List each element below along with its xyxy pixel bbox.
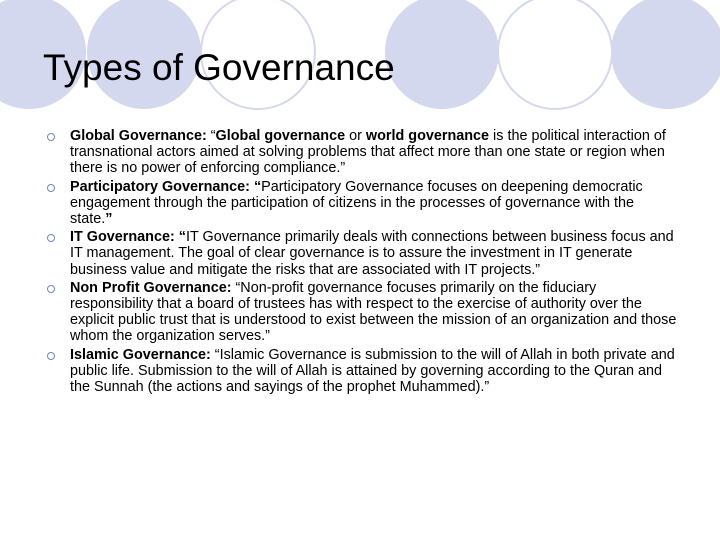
bullet-item-islamic-governance (47, 347, 679, 396)
bullet-term: Global Governance: (70, 128, 207, 144)
bullet-circle-icon (47, 285, 55, 293)
bullet-emphasis: Global governance (215, 128, 346, 144)
bullet-item-global-governance (47, 128, 679, 177)
bullet-text: or (345, 128, 366, 144)
bullet-text: Participatory Governance focuses on deepening democratic engagement through the participation of citizens in the processes of governance with the state. (70, 178, 643, 228)
bullet-circle-icon (47, 352, 55, 360)
decor-circle-5 (498, 0, 612, 109)
decor-circle-6 (611, 0, 720, 109)
bullet-emphasis: ” (105, 211, 113, 228)
decor-circle-4 (385, 0, 499, 109)
bullet-text: IT Governance primarily deals with connections between business focus and IT management. The goal of clear governance is to assure the investment in IT generate business value and mitigate the risks that are associated with IT projects.” (70, 229, 674, 278)
bullet-term: Islamic Governance: (70, 346, 211, 363)
slide-title: Types of Governance (43, 47, 395, 88)
bullet-list (47, 128, 679, 397)
bullet-item-non-profit-governance (47, 280, 679, 345)
bullet-item-participatory-governance (47, 179, 679, 228)
bullet-emphasis: world governance (365, 128, 490, 144)
bullet-term: Non Profit Governance: (70, 279, 232, 296)
bullet-term: Participatory Governance: “ (70, 178, 262, 195)
bullet-circle-icon (47, 234, 55, 242)
bullet-text: “Islamic Governance is submission to the will of Allah in both private and public life. Submission to the will of Allah is attained by governing according to the Quran and the Sunnah (the actions and sayings of the prophet Muhammed).” (70, 346, 675, 396)
bullet-text: is the political interaction of transnational actors aimed at solving problems that affect more than one state or region when there is no power of enforcing compliance.” (70, 128, 666, 177)
bullet-text: “Non-profit governance focuses primarily on the fiduciary responsibility that a board of trustees has with respect to the exercise of authority over the explicit public trust that is understood to exist between the mission of an organization and those whom the organization serves.” (70, 279, 677, 345)
bullet-circle-icon (47, 133, 55, 141)
bullet-item-it-governance (47, 229, 679, 278)
bullet-circle-icon (47, 184, 55, 192)
bullet-text: “ (206, 128, 216, 144)
bullet-term: IT Governance: “ (70, 229, 186, 246)
